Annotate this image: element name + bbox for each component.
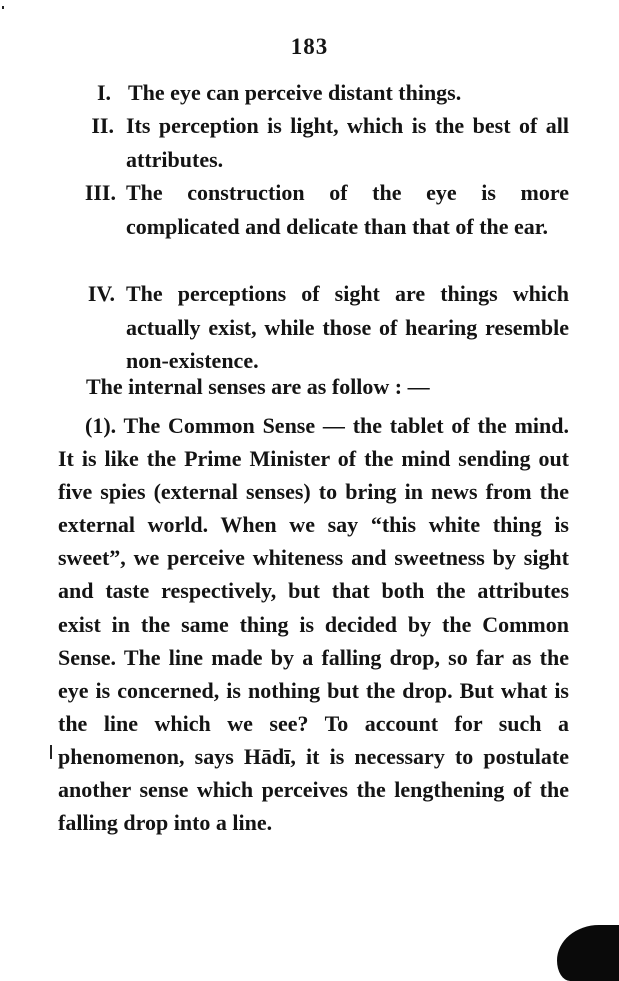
list-item <box>0 176 619 277</box>
list-item-numeral: II. <box>91 113 114 138</box>
list-item-numeral: I. <box>96 80 111 105</box>
list-item-text: The perceptions of sight are things which actually exist, while those of hearing resemble non-existence. <box>126 281 569 373</box>
internal-senses-intro: The internal senses are as follow : — <box>86 374 430 399</box>
list-item-text: Its perception is light, which is the best of all attributes. <box>126 113 569 172</box>
numbered-list <box>0 76 619 377</box>
list-item-text: The eye can perceive distant things. <box>128 80 462 105</box>
list-item-text: The construction of the eye is more complicated and delicate than that of the ear. <box>126 180 569 239</box>
page-number: 183 <box>290 34 329 59</box>
list-item <box>0 277 619 377</box>
list-item-numeral: III. <box>84 180 116 205</box>
print-speck <box>2 6 4 9</box>
list-item-numeral: IV. <box>87 281 115 306</box>
list-item <box>0 76 619 109</box>
ink-blot <box>557 925 619 981</box>
common-sense-paragraph: (1). The Common Sense — the tablet of the mind. It is like the Prime Minister of the mind sending out five spies (external senses) to bring in news from the external world. When we say “this white thing is sweet”, we perceive whiteness and sweetness by sight and taste respectively, but that both the attributes exist in the same thing is decided by the Common Sense. The line made by a falling drop, so far as the eye is concerned, is nothing but the drop. But what is the line which we see? To account for such a phenomenon, says Hādī, it is necessary to postulate another sense which perceives the lengthening of the falling drop into a line. <box>58 413 569 836</box>
list-item <box>0 109 619 176</box>
print-speck <box>50 745 52 759</box>
